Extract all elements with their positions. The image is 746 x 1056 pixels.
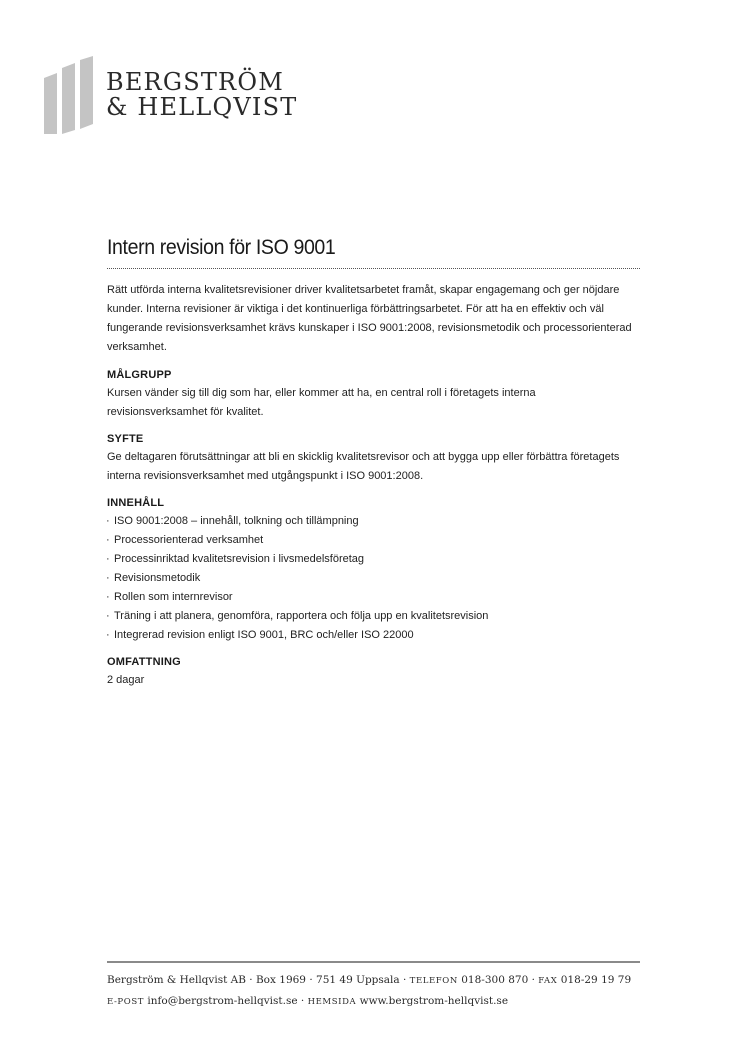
list-item: · Processinriktad kvalitetsrevision i livsmedelsföretag [107, 550, 637, 569]
section-heading: OMFATTNING [107, 656, 181, 668]
intro-paragraph: Rätt utförda interna kvalitetsrevisioner driver kvalitetsarbetet framåt, skapar engagemang och ger nöjdare kunder. Interna revisioner är viktiga i det kontinuerliga förbättringsarbetet. För att ha en effektiv och väl fungerande revisionsverksamhet krävs kunskaper i ISO 9001:2008, revisionsmetodik och processorienterad verksamhet. [107, 284, 632, 353]
company-logo [44, 56, 298, 136]
title-divider [107, 268, 640, 269]
logo-bar-3 [80, 56, 93, 129]
footer-website-link[interactable]: www.bergstrom-hellqvist.se [359, 995, 509, 1007]
section-innehall [107, 494, 637, 645]
list-item: · Revisionsmetodik [107, 569, 637, 588]
section-omfattning [107, 653, 637, 690]
page-title: Intern revision för ISO 9001 [107, 236, 336, 259]
footer-phone: 018-300 870 [461, 974, 529, 986]
footer-address: 751 49 Uppsala [316, 974, 400, 986]
section-syfte [107, 430, 637, 486]
footer-email-label: E-POST [107, 997, 145, 1007]
list-item: · ISO 9001:2008 – innehåll, tolkning och tillämpning [107, 512, 637, 531]
list-item: · Integrerad revision enligt ISO 9001, BRC och/eller ISO 22000 [107, 626, 637, 645]
footer-line-2: E-POST info@bergstrom-hellqvist.se · HEMSIDA www.bergstrom-hellqvist.se [107, 995, 509, 1007]
logo-wordmark [106, 70, 297, 120]
footer-divider [107, 961, 640, 963]
section-heading: INNEHÅLL [107, 497, 165, 509]
list-item: · Träning i att planera, genomföra, rapportera och följa upp en kvalitetsrevision [107, 607, 637, 626]
footer-box: Box 1969 [255, 974, 306, 986]
footer-contact [107, 970, 647, 1012]
section-heading: SYFTE [107, 433, 144, 445]
section-text: Ge deltagaren förutsättningar att bli en skicklig kvalitetsrevisor och att bygga upp eller förbättra företagets interna revisionsverksamhet med utgångspunkt i ISO 9001:2008. [107, 451, 620, 482]
footer-phone-label: TELEFON [409, 976, 458, 986]
logo-bars-icon [44, 56, 94, 134]
logo-line-1: BERGSTRÖM [106, 68, 284, 96]
content-list [107, 512, 637, 645]
section-text: Kursen vänder sig till dig som har, eller kommer att ha, en central roll i företagets interna revisionsverksamhet för kvalitet. [107, 387, 536, 418]
section-text: 2 dagar [107, 674, 145, 686]
logo-line-2: & HELLQVIST [106, 93, 298, 121]
logo-bar-2 [62, 63, 75, 134]
footer-company: Bergström & Hellqvist AB [107, 974, 246, 986]
section-malgrupp [107, 366, 637, 422]
list-item: · Rollen som internrevisor [107, 588, 637, 607]
list-item: · Processorienterad verksamhet [107, 531, 637, 550]
footer-line-1: Bergström & Hellqvist AB · Box 1969 · 751 49 Uppsala · TELEFON 018-300 870 · FAX 018-29 19 79 [107, 974, 632, 986]
footer-email-link[interactable]: info@bergstrom-hellqvist.se [147, 995, 298, 1007]
footer-fax: 018-29 19 79 [560, 974, 632, 986]
logo-bar-1 [44, 73, 57, 134]
section-heading: MÅLGRUPP [107, 369, 172, 381]
course-description [107, 281, 637, 698]
footer-fax-label: FAX [538, 976, 558, 986]
footer-website-label: HEMSIDA [307, 997, 357, 1007]
